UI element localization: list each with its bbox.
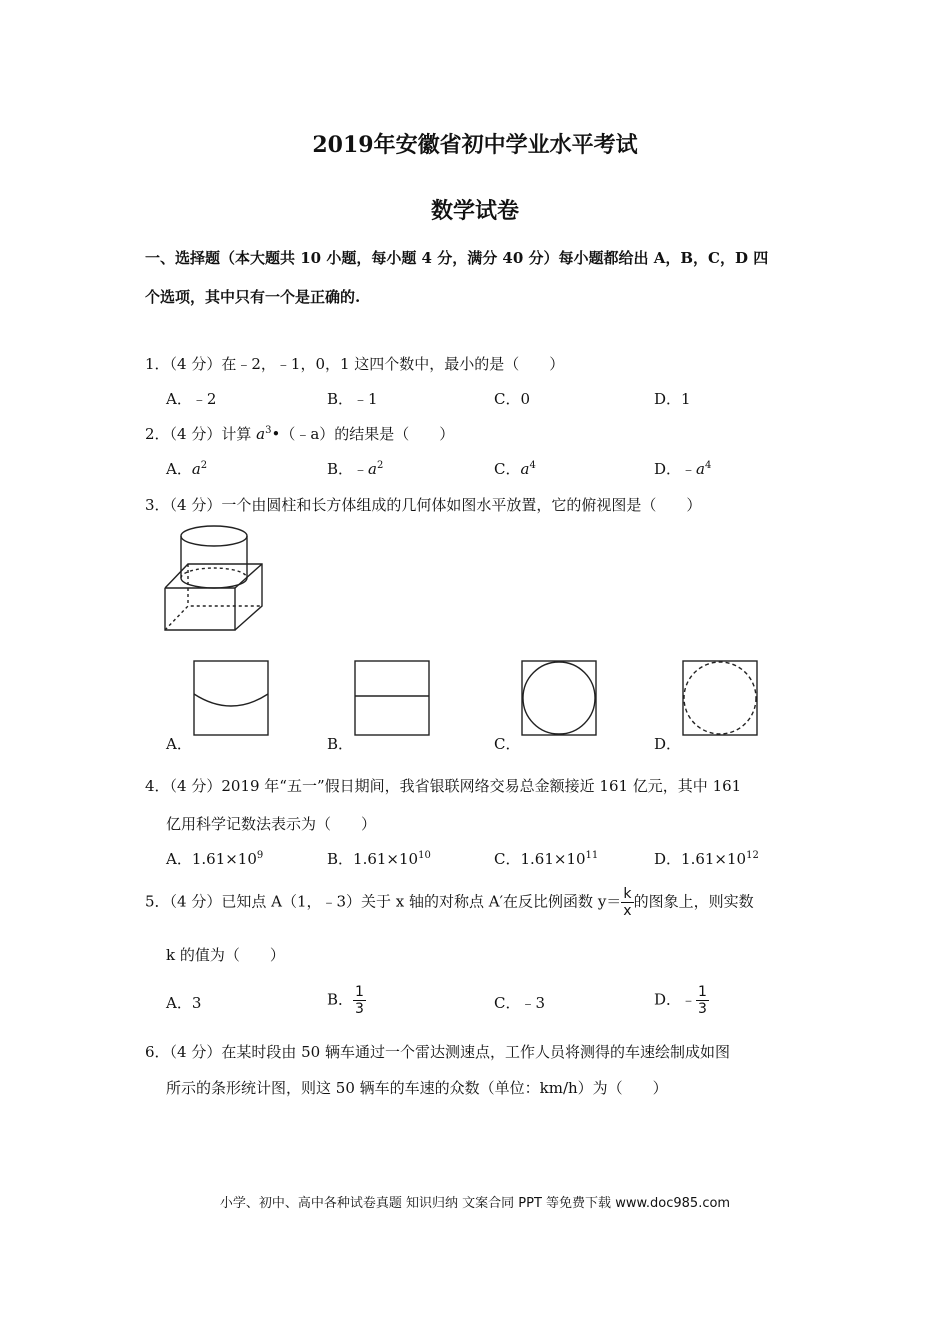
question-3-option-c: C．	[494, 735, 521, 753]
question-5-option-d: D．﹣ $\frac{1}{3}$	[654, 984, 707, 1017]
page-footer: 小学、初中、高中各种试卷真题 知识归纳 文案合同 PPT 等免费下载 www.doc985.com	[219, 1196, 731, 1211]
question-5-option-a: A．3	[166, 994, 202, 1012]
question-6-line1: 6．（4 分）在某时段由 50 辆车通过一个雷达测速点，工作人员将测得的车速绘制成如图	[145, 1043, 730, 1061]
question-1-option-b: B．﹣1	[327, 390, 378, 408]
question-4-option-c: C．$1.61\times 10^{11}$	[494, 850, 599, 868]
question-2-stem: 2．（4 分）计算 $a^3•(﹣a)$的结果是（ ）	[145, 425, 455, 443]
question-5-line2: k 的值为（ ）	[166, 946, 285, 964]
question-2-option-c: C．$a^4$	[494, 460, 536, 478]
exam-subtitle: 数学试卷	[430, 198, 519, 224]
question-3-option-b: B．	[327, 735, 354, 753]
exam-title: 2019年安徽省初中学业水平考试	[312, 132, 638, 158]
question-1-option-c: C．0	[494, 390, 531, 408]
question-4-line2: 亿用科学记数法表示为（ ）	[166, 815, 377, 833]
question-5-stem: 5．（4 分）已知点 A（1，﹣3）关于 x 轴的对称点 A′在反比例函数 y＝ $\frac{k}{x}$ 的图象上，则实数	[145, 886, 754, 919]
question-3-stem: 3．（4 分）一个由圆柱和长方体组成的几何体如图水平放置，它的俯视图是（ ）	[145, 496, 702, 514]
question-2-option-a: A．$a^2$	[166, 460, 208, 478]
question-3-option-d: D．	[654, 735, 682, 753]
question-4-option-a: A．$1.61\times 10^9$	[166, 850, 264, 868]
question-4-option-d: D．$1.61\times 10^{12}$	[654, 850, 759, 868]
option-c-figure	[521, 660, 597, 736]
section-heading-line1: 一、选择题（本大题共 10 小题，每小题 4 分，满分 40 分）每小题都给出 A，B，C，D 四	[145, 249, 769, 267]
question-3-option-a: A．	[166, 735, 192, 753]
option-b-figure	[354, 660, 430, 736]
question-1-stem: 1．（4 分）在﹣2，﹣1，0，1 这四个数中，最小的是（ ）	[145, 355, 565, 373]
option-d-figure	[682, 660, 758, 736]
question-4-option-b: B．$1.61\times 10^{10}$	[327, 850, 431, 868]
question-6-line2: 所示的条形统计图，则这 50 辆车的车速的众数（单位：km/h）为（ ）	[166, 1079, 668, 1097]
cylinder-cuboid-figure	[160, 522, 270, 634]
question-4-line1: 4．（4 分）2019 年“五一”假日期间，我省银联网络交易总金额接近 161 亿元，其中 161	[145, 777, 742, 795]
question-2-option-d: D．$﹣a^4$	[654, 460, 712, 478]
question-1-option-a: A．﹣2	[166, 390, 217, 408]
fraction-k-over-x: $\frac{k}{x}$	[623, 886, 632, 919]
option-a-figure	[193, 660, 269, 736]
question-5-option-b: B． $\frac{1}{3}$	[327, 984, 364, 1017]
section-heading-line2: 个选项，其中只有一个是正确的.	[145, 288, 361, 306]
question-2-option-b: B．$﹣a^2$	[327, 460, 384, 478]
question-1-option-d: D．1	[654, 390, 691, 408]
question-5-option-c: C．﹣3	[494, 994, 546, 1012]
